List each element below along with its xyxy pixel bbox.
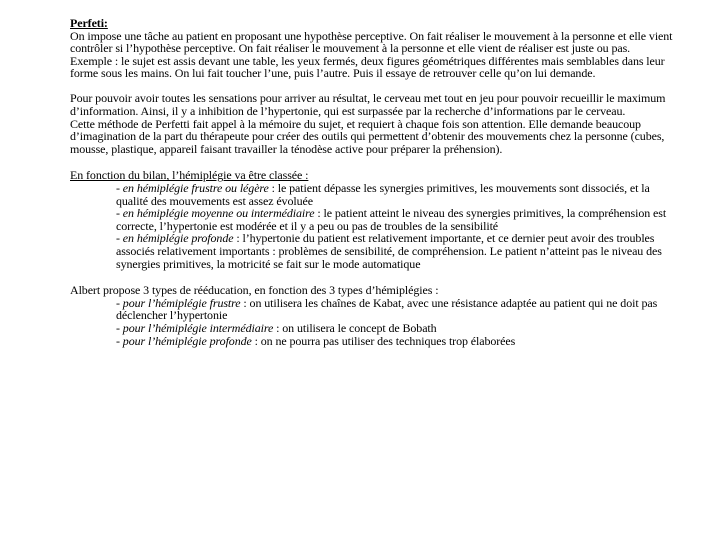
albert-heading: Albert propose 3 types de rééducation, en fonction des 3 types d’hémiplégies : bbox=[70, 283, 439, 298]
list-item-term: pour l’hémiplégie profonde bbox=[122, 333, 252, 348]
list-item-term: pour l’hémiplégie intermédiaire bbox=[122, 320, 274, 335]
section-title: Perfeti: bbox=[70, 16, 108, 30]
method-memory-paragraph: Cette méthode de Perfetti fait appel à la mémoire du sujet, et requiert à chaque fois son attention. Elle demande beaucoup d’imagination de la part du thérapeute pour créer des outils qui permettent d’obtenir des mouvements chez la personne (cubes, mousse, plastique, appareil faisant travailler la ténodèse active pour préparer la préhension). bbox=[70, 116, 665, 156]
spacer bbox=[70, 270, 680, 284]
list-item-term: en hémiplégie profonde bbox=[122, 231, 234, 246]
classification-heading: En fonction du bilan, l’hémiplégie va être classée : bbox=[70, 168, 309, 183]
intro-paragraph: On impose une tâche au patient en proposant une hypothèse perceptive. On fait réaliser le mouvement à la personne et elle vient contrôler si l’hypothèse perceptive. On fait réaliser le mouvement à la personne et elle vient de réaliser est juste ou pas. bbox=[70, 28, 673, 56]
list-item-term: pour l’hémiplégie frustre bbox=[122, 295, 241, 310]
method-paragraph: Pour pouvoir avoir toutes les sensations pour arriver au résultat, le cerveau met tout en jeu pour pouvoir recueillir le maximum d’information. Ainsi, il y a inhibition de l’hypertonie, qui est surpassée par la recherche d’informations par le cerveau. bbox=[70, 91, 666, 119]
example-paragraph: Exemple : le sujet est assis devant une table, les yeux fermés, deux figures géométriques différentes mais semblables dans leur forme sous les mains. On lui fait toucher l’une, puis l’autre. Puis il essaye de retrouver celle qu’on lui demande. bbox=[70, 53, 665, 81]
albert-list bbox=[70, 297, 680, 347]
list-item: - pour l’hémiplégie frustre : on utilisera les chaînes de Kabat, avec une résistance adaptée au patient qui ne doit pas déclencher l’hypertonie bbox=[116, 295, 658, 323]
list-item: - pour l’hémiplégie intermédiaire : on utilisera le concept de Bobath bbox=[116, 320, 437, 335]
list-item-term: en hémiplégie frustre ou légère bbox=[122, 181, 269, 196]
list-item: - pour l’hémiplégie profonde : on ne pourra pas utiliser des techniques trop élaborées bbox=[116, 333, 516, 348]
document-page bbox=[70, 17, 680, 347]
classification-list bbox=[70, 182, 680, 270]
list-item: - en hémiplégie moyenne ou intermédiaire : le patient atteint le niveau des synergies primitives, la compréhension est correcte, l’hypertonie est modérée et il y a peu ou pas de troubles de la sensibilité bbox=[116, 206, 667, 233]
list-item: - en hémiplégie profonde : l’hypertonie du patient est relativement importante, et ce dernier peut avoir des troubles associés relativement importants : problèmes de sensibilité, de compréhension. Le patient n’atteint pas le niveau des synergies primitives, la motricité se fait sur le mode automatique bbox=[116, 231, 662, 271]
list-item-term: en hémiplégie moyenne ou intermédiaire bbox=[122, 206, 315, 221]
list-item: - en hémiplégie frustre ou légère : le patient dépasse les synergies primitives, les mouvements sont dissociés, et la qualité des mouvements est assez évoluée bbox=[116, 181, 650, 208]
spacer bbox=[70, 155, 680, 169]
